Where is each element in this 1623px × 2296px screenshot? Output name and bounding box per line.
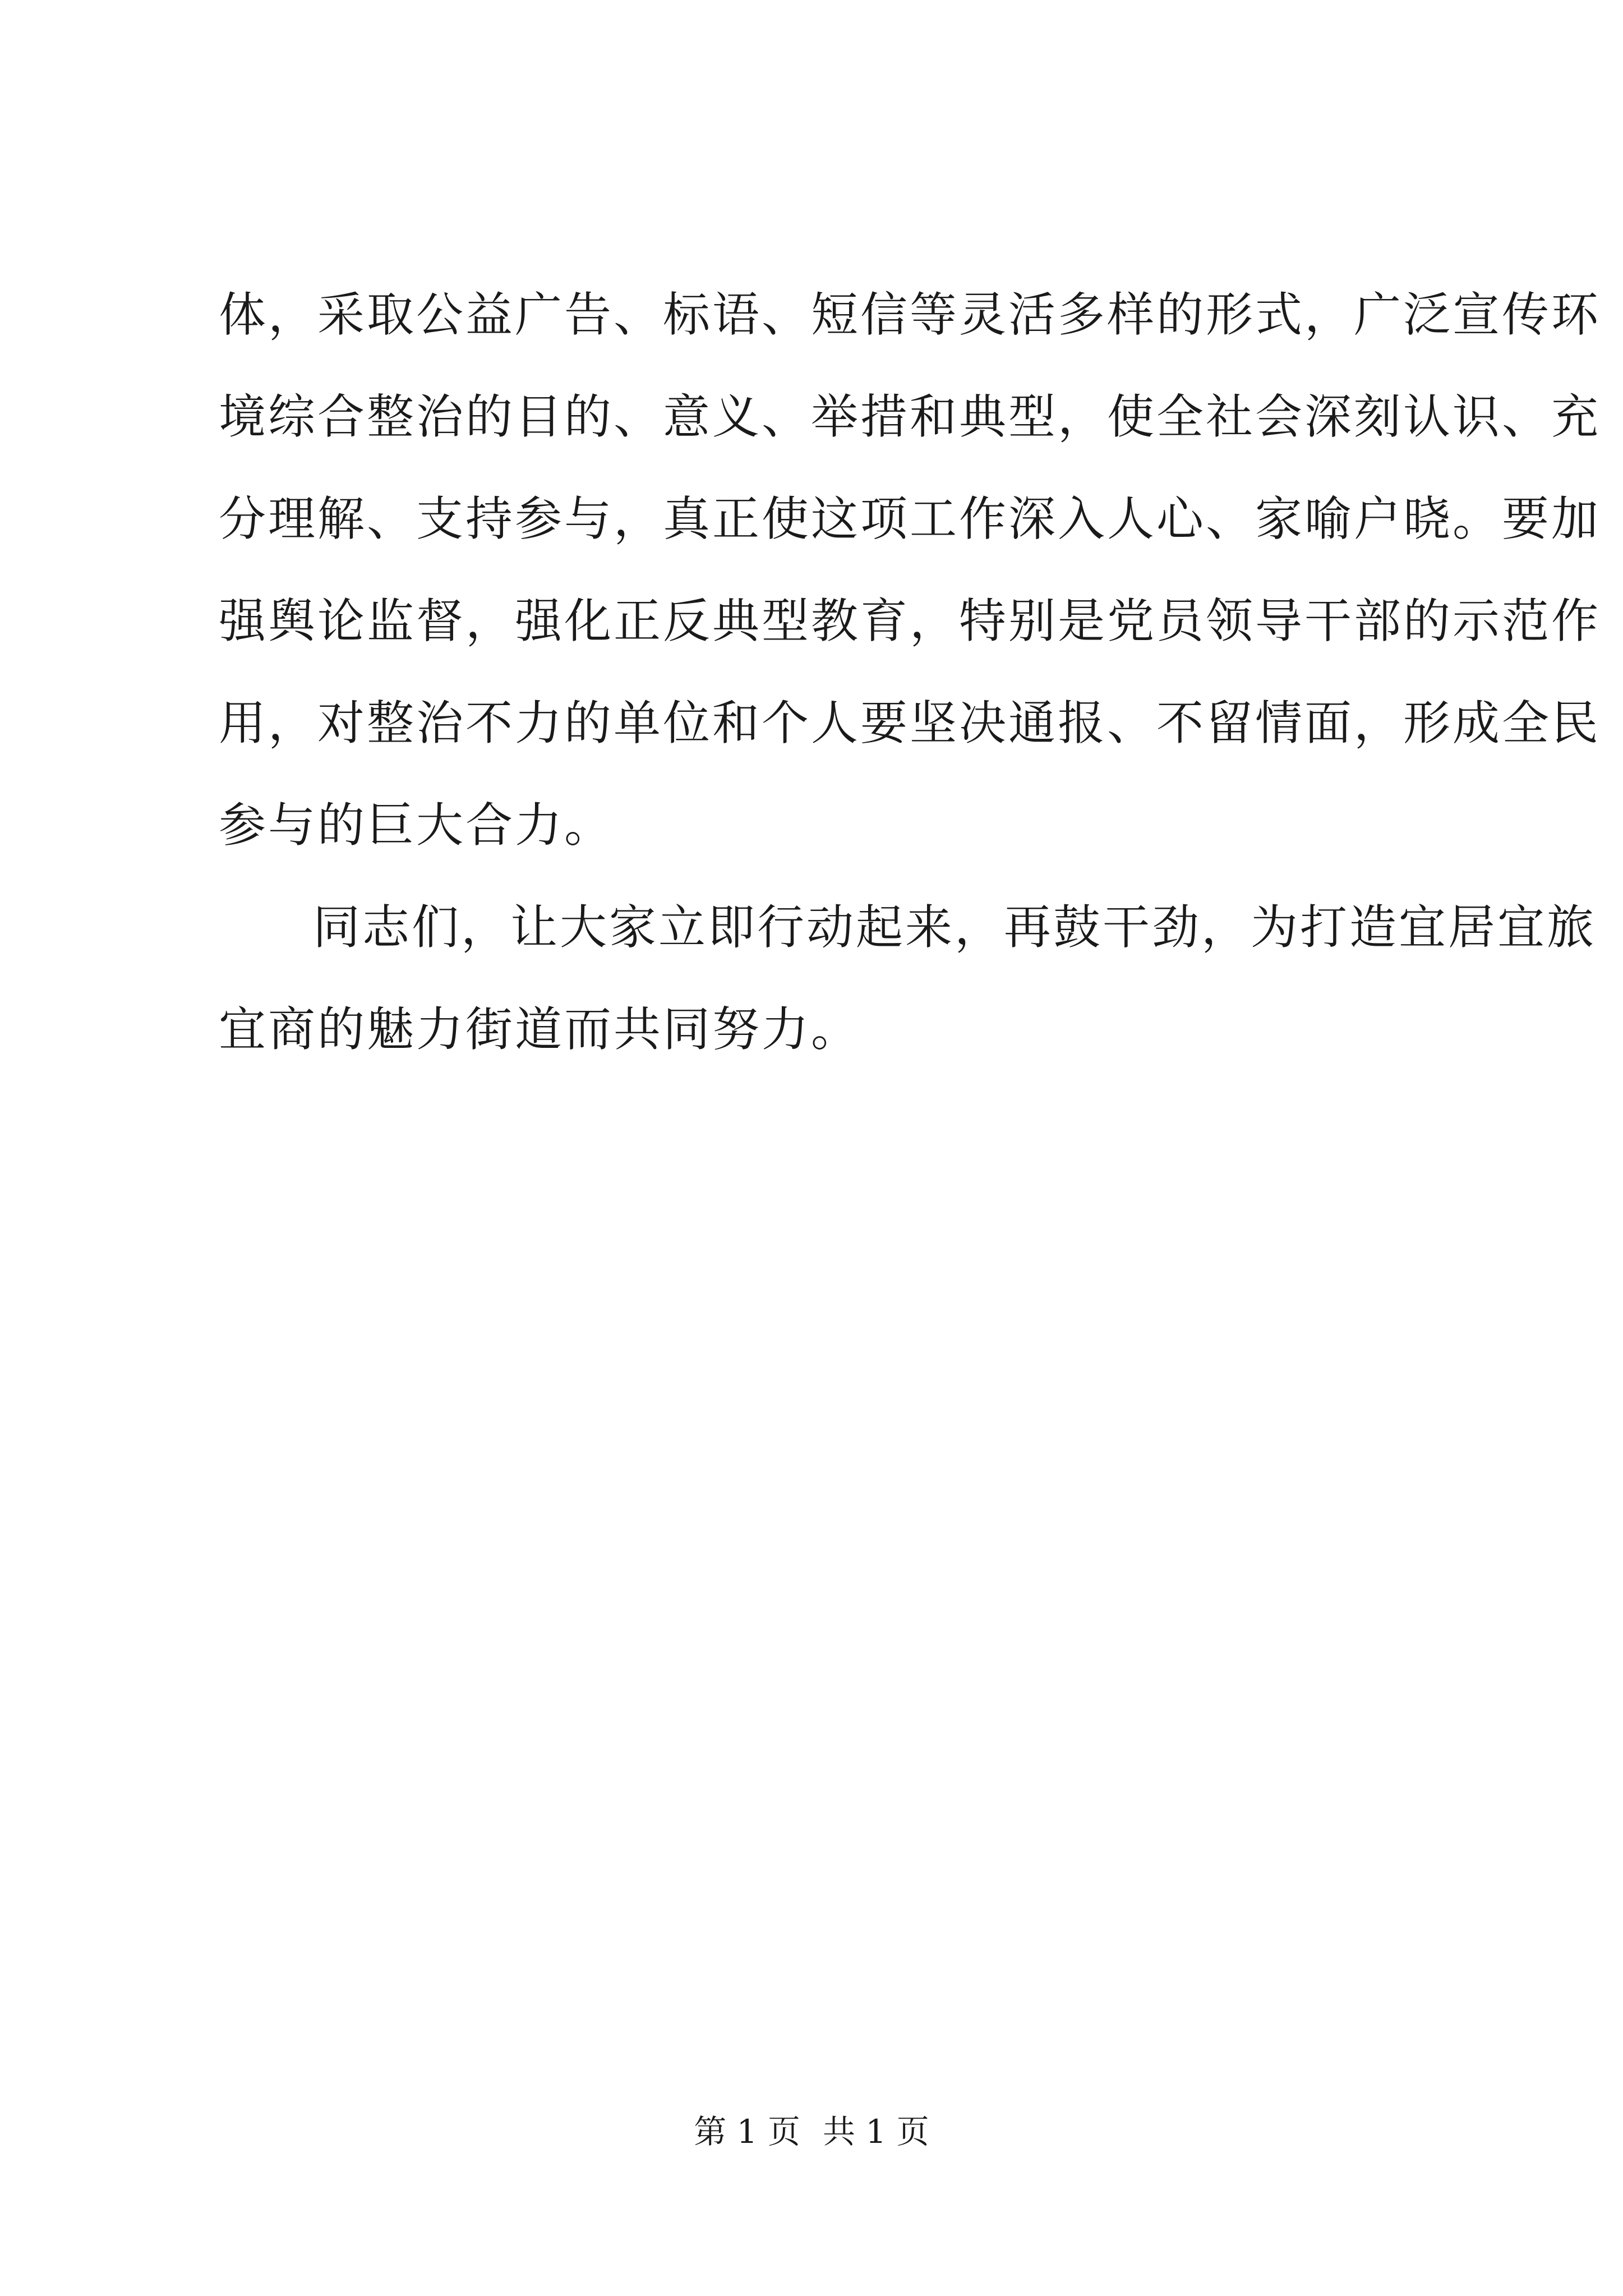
- text-line: 分理解、支持参与，真正使这项工作深入人心、家喻户晓。要加: [219, 491, 1601, 546]
- text-line: 同志们，让大家立即行动起来，再鼓干劲，为打造宜居宜旅: [313, 900, 1597, 955]
- page-number: 第 1 页: [694, 2113, 800, 2151]
- text-line: 用，对整治不力的单位和个人要坚决通报、不留情面，形成全民: [219, 696, 1601, 751]
- text-line: 体，采取公益广告、标语、短信等灵活多样的形式，广泛宣传环: [219, 287, 1601, 342]
- text-line: 参与的巨大合力。: [219, 798, 614, 853]
- page-footer: [0, 2109, 1623, 2154]
- text-line: 宜商的魅力街道而共同努力。: [219, 1002, 861, 1057]
- paragraph-1: [219, 264, 1601, 876]
- page-total: 共 1 页: [823, 2113, 929, 2151]
- paragraph-2: [219, 876, 1597, 1080]
- text-line: 境综合整治的目的、意义、举措和典型，使全社会深刻认识、充: [219, 389, 1601, 444]
- document-body: [219, 264, 1601, 1080]
- text-line: 强舆论监督，强化正反典型教育，特别是党员领导干部的示范作: [219, 593, 1601, 648]
